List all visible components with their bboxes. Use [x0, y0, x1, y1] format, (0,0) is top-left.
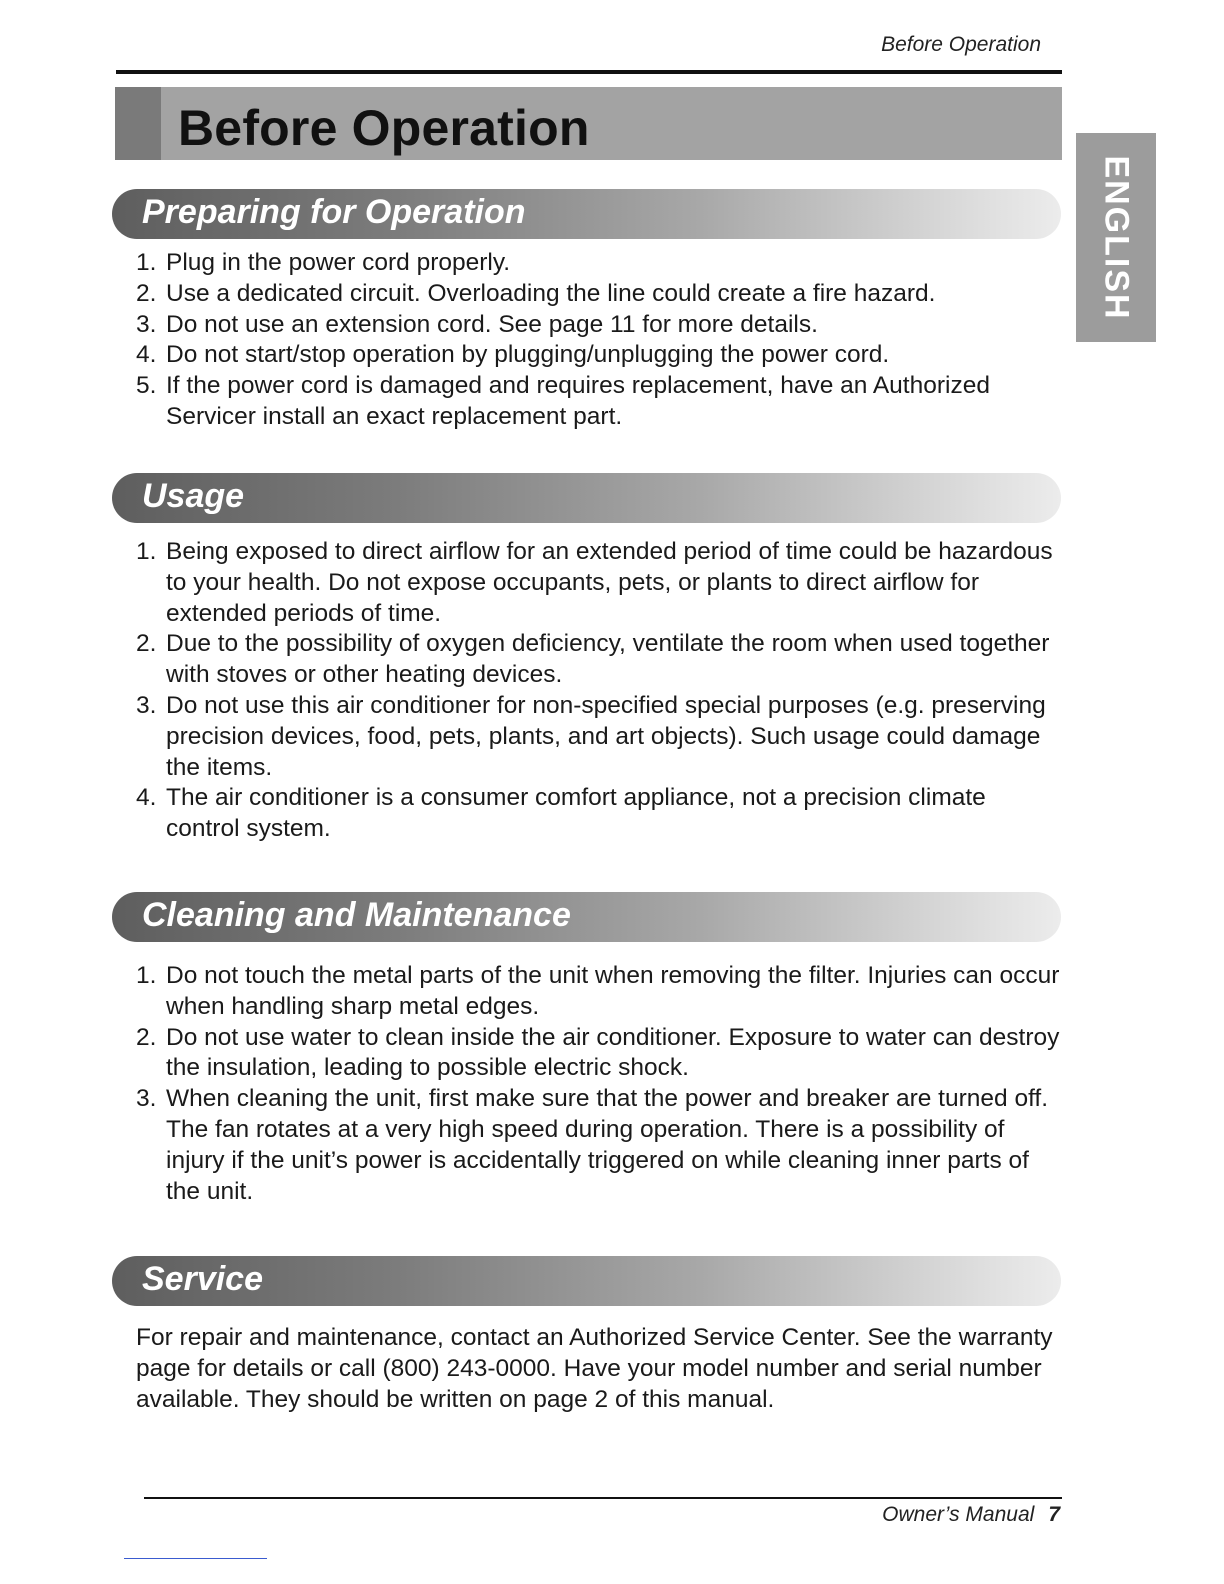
footer-rule — [144, 1497, 1062, 1499]
list-item — [136, 629, 1066, 691]
item-text: Being exposed to direct airflow for an extended period of time could be hazardous to your health. Do not expose occupants, pets, or plants to direct airflow for extended periods of time. — [166, 538, 1053, 627]
section-header-usage — [112, 473, 1061, 523]
list-item — [136, 248, 1066, 279]
list-item — [136, 340, 1066, 371]
item-text: Do not touch the metal parts of the unit when removing the filter. Injuries can occur when handling sharp metal edges. — [166, 962, 1060, 1020]
cleaning-list — [136, 961, 1066, 1207]
list-item — [136, 279, 1066, 310]
item-text: The air conditioner is a consumer comfort appliance, not a precision climate control system. — [166, 784, 986, 843]
item-number: 2. — [136, 279, 157, 307]
page-title-bar — [115, 87, 1062, 160]
list-item — [136, 1084, 1066, 1207]
item-number: 3. — [136, 1085, 157, 1113]
page-title: Before Operation — [178, 100, 590, 156]
section-heading: Usage — [142, 477, 245, 515]
bottom-underline-mark — [124, 1558, 267, 1559]
item-number: 3. — [136, 691, 157, 719]
item-number: 2. — [136, 1023, 157, 1051]
section-header-preparing — [112, 189, 1061, 239]
title-accent-block — [115, 87, 161, 160]
item-text: When cleaning the unit, first make sure that the power and breaker are turned off. The fan rotates at a very high speed during operation. There is a possibility of injury if the unit’s power is accidentally triggered on while cleaning inner parts of the unit. — [166, 1085, 1049, 1205]
item-text: Plug in the power cord properly. — [166, 249, 511, 276]
list-item — [136, 691, 1066, 783]
list-item — [136, 371, 1066, 433]
item-number: 1. — [136, 962, 157, 989]
item-text: Use a dedicated circuit. Overloading the line could create a fire hazard. — [166, 279, 936, 307]
usage-list — [136, 537, 1066, 845]
list-item — [136, 310, 1066, 341]
list-item — [136, 537, 1066, 629]
item-number: 4. — [136, 341, 157, 369]
list-item — [136, 1023, 1066, 1085]
item-text: Do not use water to clean inside the air conditioner. Exposure to water can destroy the insulation, leading to possible electric shock. — [166, 1023, 1060, 1082]
section-heading: Service — [142, 1260, 263, 1298]
language-tab-label: ENGLISH — [1097, 154, 1136, 321]
list-item — [136, 961, 1066, 1023]
item-text: Do not use this air conditioner for non-specified special purposes (e.g. preserving precision devices, food, pets, plants, and art objects). Such usage could damage the items. — [166, 691, 1046, 781]
header-rule — [116, 70, 1062, 74]
section-heading: Cleaning and Maintenance — [142, 896, 571, 934]
language-tab — [1076, 133, 1156, 342]
section-header-service — [112, 1256, 1061, 1306]
section-header-cleaning — [112, 892, 1061, 942]
service-paragraph: For repair and maintenance, contact an Authorized Service Center. See the warranty page for details or call (800) 243-0000. Have your model number and serial number available. They should be written on page 2 of this manual. — [136, 1324, 1053, 1413]
item-number: 1. — [136, 249, 157, 276]
page-footer — [882, 1503, 1060, 1527]
item-text: Due to the possibility of oxygen deficiency, ventilate the room when used together with stoves or other heating devices. — [166, 630, 1050, 689]
list-item — [136, 783, 1066, 845]
section-heading: Preparing for Operation — [142, 193, 526, 231]
preparing-list — [136, 248, 1066, 433]
page-number: 7 — [1048, 1503, 1060, 1526]
running-header: Before Operation — [881, 33, 1041, 56]
item-text: Do not start/stop operation by plugging/unplugging the power cord. — [166, 341, 890, 369]
item-number: 5. — [136, 372, 157, 400]
item-number: 3. — [136, 310, 157, 338]
item-text: Do not use an extension cord. See page 11 for more details. — [166, 310, 818, 338]
item-number: 1. — [136, 538, 157, 565]
item-number: 2. — [136, 630, 157, 658]
item-number: 4. — [136, 784, 157, 812]
footer-label: Owner’s Manual — [882, 1503, 1035, 1526]
item-text: If the power cord is damaged and requires replacement, have an Authorized Servicer install an exact replacement part. — [166, 372, 990, 430]
